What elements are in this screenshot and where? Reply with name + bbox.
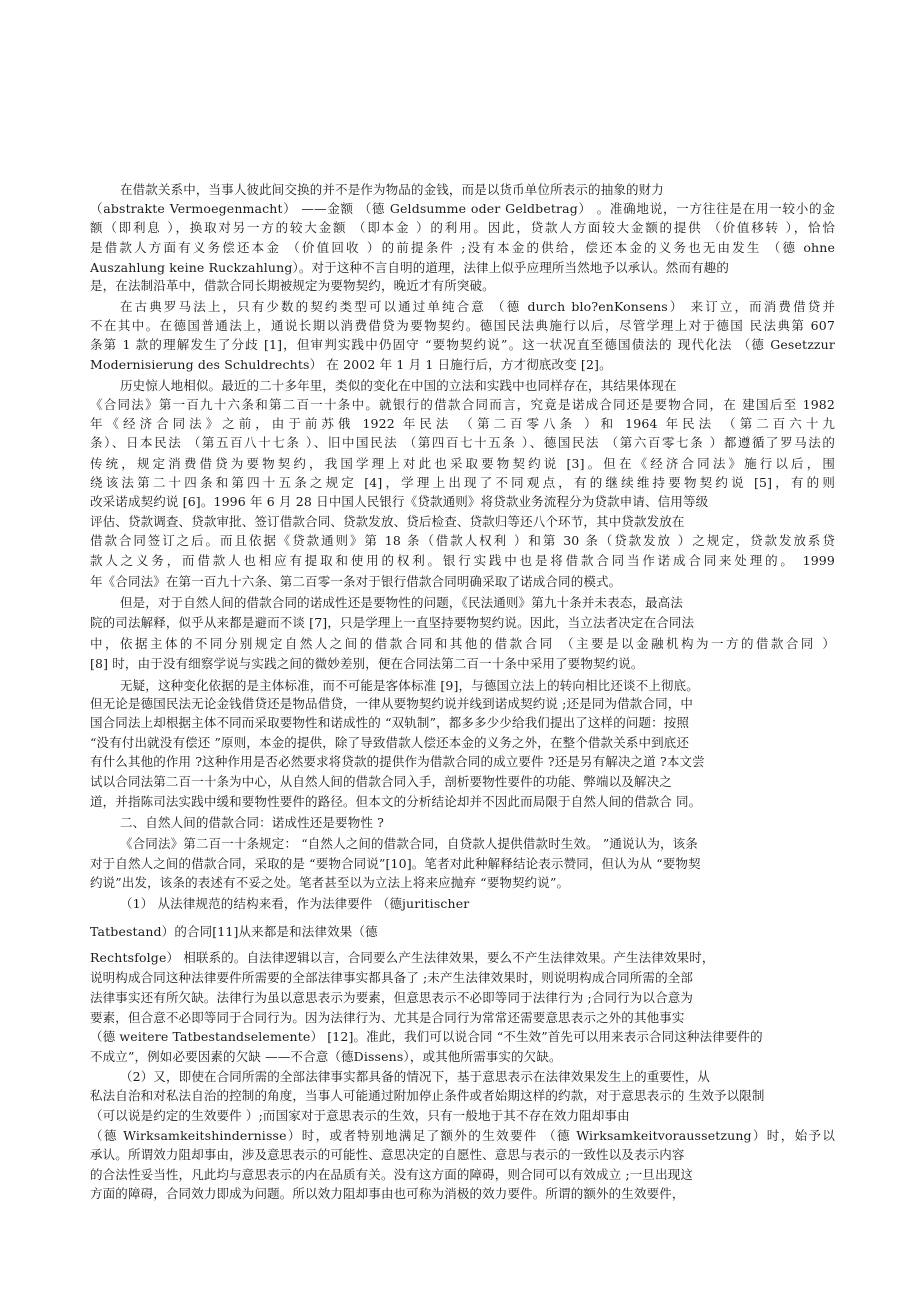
text-line: （可以说是约定的生效要件 ）;而国家对于意思表示的生效，只有一般地于其不存在效力阻却事由 — [90, 1108, 630, 1123]
text-line: 是借款人方面有义务偿还本金 （价值回收 ）的前提条件 ;没有本金的供给，偿还本金的义务也无由发生 （德 ohne — [90, 240, 835, 255]
text-line: （1） 从法律规范的结构来看，作为法律要件 （德juritischer — [120, 896, 470, 911]
text-line: 说明构成合同这种法律要件所需要的全部法律事实都具备了 ;未产生法律效果时，则说明构成合同所需的全部 — [90, 970, 694, 985]
text-line: 改采诺成契约说 [6]。1996 年 6 月 28 日中国人民银行《贷款通则》将贷款业务流程分为贷款申请、信用等级 — [90, 494, 709, 509]
text-line: 要素，但合意不必即等同于合同行为。因为法律行为、尤其是合同行为常常还需要意思表示之外的其他事实 — [90, 1010, 685, 1025]
text-line: 年《经济合同法》之前，由于前苏俄 1922 年民法 （第二百零八条 ）和 1964 年民法 （第二百六十九 — [90, 416, 835, 431]
text-line: （德 weitere Tatbestandselemente） [12]。准此，我们可以说合同 “不生效”首先可以用来表示合同这种法律要件的 — [90, 1029, 763, 1044]
text-line: 《合同法》第一百九十六条和第二百一十条中。就银行的借款合同而言，究竟是诺成合同还是要物合同，在 建国后至 1982 — [90, 397, 835, 412]
text-line: 款人之义务，而借款人也相应有提取和使用的权利。银行实践中也是将借款合同当作诺成合同来处理的。 1999 — [90, 553, 835, 568]
text-line: （abstrakte Vermoegenmacht） ——金额 （德 Geldsumme oder Geldbetrag） 。准确地说，一方往往是在用一较小的金 — [90, 201, 835, 216]
text-line: 绕该法第二十四条和第四十五条之规定 [4]，学理上出现了不同观点，有的继续维持要物契约说 [5]，有的则 — [90, 475, 835, 490]
text-line: 传统，规定消费借贷为要物契约，我国学理上对此也采取要物契约说 [3]。但在《经济合同法》施行以后，围 — [90, 456, 835, 471]
text-line: 约说”出发，该条的表述有不妥之处。笔者甚至以为立法上将来应抛弃 “要物契约说”。 — [90, 875, 570, 890]
text-line: 承认。所谓效力阻却事由，涉及意思表示的可能性、意思决定的自愿性、意思与表示的一致性以及表示内容 — [90, 1147, 685, 1162]
text-line: 在古典罗马法上，只有少数的契约类型可以通过单纯合意 （德 durch blo?enKonsens） 来订立，而消费借贷并 — [120, 299, 835, 314]
text-line: （2）又，即使在合同所需的全部法律事实都具备的情况下，基于意思表示在法律效果发生上的重要性，从 — [120, 1069, 711, 1084]
text-line: Rechtsfolge） 相联系的。自法律逻辑以言，合同要么产生法律效果，要么不产生法律效果。产生法律效果时， — [90, 950, 715, 965]
text-line: 中，依据主体的不同分别规定自然人之间的借款合同和其他的借款合同 （主要是以金融机构为一方的借款合同 ） — [90, 636, 835, 651]
text-line: 法律事实还有所欠缺。法律行为虽以意思表示为要素，但意思表示不必即等同于法律行为 ;合同行为以合意为 — [90, 990, 694, 1005]
text-line: 评估、贷款调查、贷款审批、签订借款合同、贷款发放、贷后检查、贷款归等还八个环节，其中贷款发放在 — [90, 514, 685, 529]
text-line: 不在其中。在德国普通法上，通说长期以消费借贷为要物契约。德国民法典施行以后，尽管学理上对于德国 民法典第 607 — [90, 318, 835, 333]
text-line: 在借款关系中，当事人彼此间交换的并不是作为物品的金钱，而是以货币单位所表示的抽象的财力 — [120, 182, 664, 197]
text-line: “没有付出就没有偿还 ”原则，本金的提供，除了导致借款人偿还本金的义务之外，在整个借款关系中到底还 — [90, 735, 690, 750]
text-line: [8] 时，由于没有细察学说与实践之间的微妙差别，便在合同法第二百一十条中采用了要物契约说。 — [90, 656, 644, 671]
text-line: 的合法性妥当性，凡此均与意思表示的内在品质有关。没有这方面的障碍，则合同可以有效成立 ;一旦出现这 — [90, 1167, 694, 1182]
text-line: 道，并指陈司法实践中缓和要物性要件的路径。但本文的分析结论却并不因此而局限于自然人间的借款合 同。 — [90, 794, 702, 809]
text-line: 条第 1 款的理解发生了分歧 [1]，但审判实践中仍固守 “要物契约说”。这一状况直至德国债法的 现代化法 （德 Gesetzzur — [90, 337, 835, 352]
text-line: 方面的障碍，合同效力即成为问题。所以效力阻却事由也可称为消极的效力要件。所谓的额外的生效要件， — [90, 1186, 685, 1201]
text-line: 是，在法制沿革中，借款合同长期被规定为要物契约，晚近才有所突破。 — [90, 278, 495, 293]
text-line: 但是，对于自然人间的借款合同的诺成性还是要物性的问题，《民法通则》第九十条并未表态，最高法 — [120, 595, 684, 610]
text-line: Tatbestand）的合同[11]从来都是和法律效果（德 — [90, 924, 378, 939]
text-line: Modernisierung des Schuldrechts） 在 2002 年 1 月 1 日施行后，方才彻底改变 [2]。 — [90, 357, 612, 372]
text-line: Auszahlung keine Ruckzahlung）。对于这种不言自明的道理，法律上似乎应理所当然地予以承认。然而有趣的 — [90, 260, 729, 275]
text-line: 无疑，这种变化依据的是主体标准，而不可能是客体标准 [9]，与德国立法上的转向相比还谈不上彻底。 — [120, 678, 699, 693]
text-line: 借款合同签订之后。而且依据《贷款通则》第 18 条（借款人权利 ）和第 30 条（贷款发放 ）之规定，贷款发放系贷 — [90, 533, 835, 548]
text-line: 条）、日本民法 （第五百八十七条 ）、旧中国民法 （第四百七十五条 ）、德国民法 （第六百零七条 ）都遵循了罗马法的 — [90, 435, 835, 450]
text-line: 试以合同法第二百一十条为中心，从自然人间的借款合同入手，剖析要物性要件的功能、弊端以及解决之 — [90, 774, 672, 789]
text-line: 对于自然人之间的借款合同，采取的是 “要物合同说”[10]。笔者对此种解释结论表示赞同，但认为从 “要物契 — [90, 856, 701, 871]
text-line: 额（即利息 ），换取对另一方的较大金额 （即本金 ）的利用。因此，贷款人方面较大金额的提供 （价值移转 ），恰恰 — [90, 220, 835, 235]
text-line: 历史惊人地相似。最近的二十多年里，类似的变化在中国的立法和实践中也同样存在，其结果体现在 — [120, 378, 677, 393]
text-line: 院的司法解释，似乎从来都是避而不谈 [7]，只是学理上一直坚持要物契约说。因此，当立法者决定在合同法 — [90, 615, 695, 630]
text-line: 有什么其他的作用 ?这种作用是否必然要求将贷款的提供作为借款合同的成立要件 ?还是另有解决之道 ?本文尝 — [90, 754, 705, 769]
text-line: 二、自然人间的借款合同：诺成性还是要物性 ? — [120, 815, 384, 830]
text-line: 私法自治和对私法自治的控制的角度，当事人可能通过附加停止条件或者始期这样的约款，对于意思表示的 生效予以限制 — [90, 1088, 765, 1103]
text-line: 不成立”，例如必要因素的欠缺 ——不合意（德Dissens），或其他所需事实的欠缺。 — [90, 1049, 562, 1064]
text-line: 但无论是德国民法无论金钱借贷还是物品借贷，一律从要物契约说并线到诺成契约说 ;还是同为借款合同，中 — [90, 696, 694, 711]
text-line: 《合同法》第二百一十条规定： “自然人之间的借款合同，自贷款人提供借款时生效。 ”通说认为，该条 — [120, 836, 698, 851]
text-line: 国合同法上却根据主体不同而采取要物性和诺成性的 “双轨制”，都多多少少给我们提出了这样的问题：按照 — [90, 715, 690, 730]
text-line: 年《合同法》在第一百九十六条、第二百零一条对于银行借款合同明确采取了诺成合同的模式。 — [90, 574, 622, 589]
text-line: （德 Wirksamkeitshindernisse）时，或者特别地满足了额外的生效要件 （德 Wirksamkeitvoraussetzung）时，始予以 — [90, 1128, 835, 1143]
